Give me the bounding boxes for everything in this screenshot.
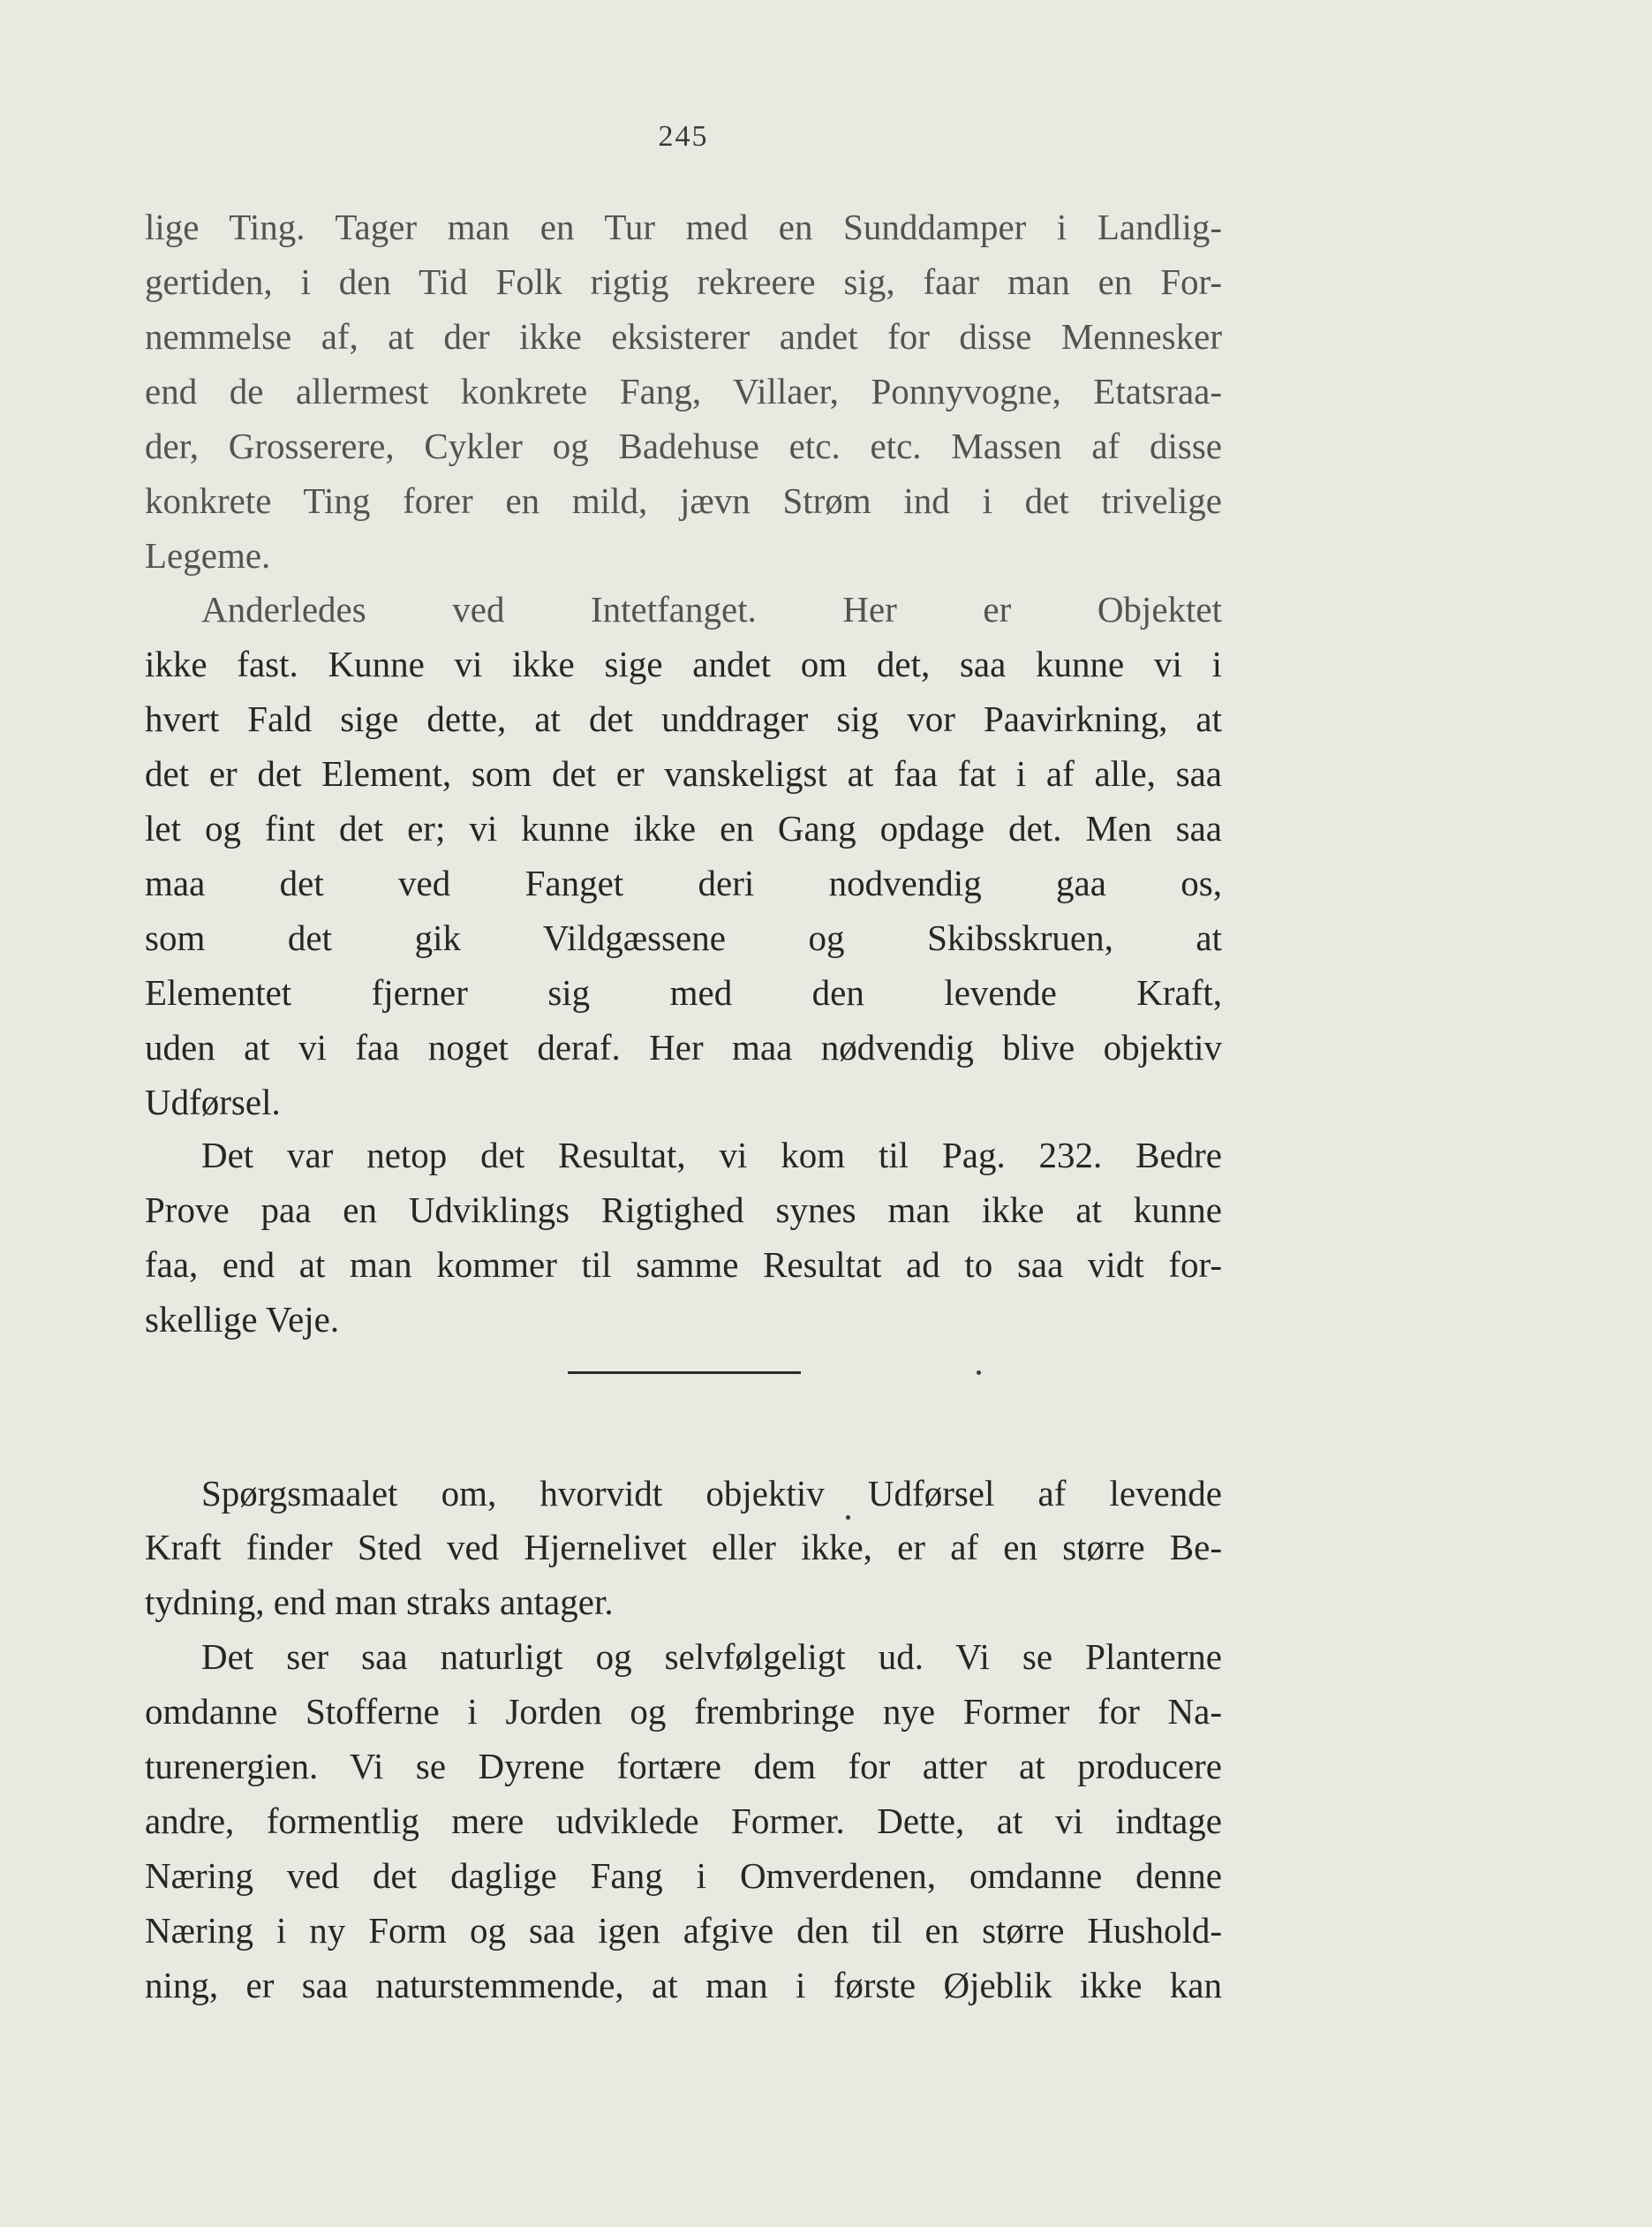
text-line: nemmelse af, at der ikke eksisterer andet for disse Mennesker — [145, 316, 1222, 357]
text-line: Det ser saa naturligt og selvfølgeligt ud. Vi se Planterne — [201, 1636, 1222, 1677]
page-number: 245 — [658, 120, 709, 153]
text-line: turenergien. Vi se Dyrene fortære dem for atter at producere — [145, 1746, 1222, 1786]
section-divider — [568, 1371, 801, 1374]
text-line: faa, end at man kommer til samme Resultat ad to saa vidt for- — [145, 1244, 1222, 1285]
text-line: konkrete Ting forer en mild, jævn Strøm ind i det trivelige — [145, 480, 1222, 521]
text-line: Kraft finder Sted ved Hjernelivet eller ikke, er af en større Be- — [145, 1527, 1222, 1567]
text-line: maa det ved Fanget deri nodvendig gaa os, — [145, 863, 1222, 903]
text-line: Prove paa en Udviklings Rigtighed synes man ikke at kunne — [145, 1189, 1222, 1230]
text-line: uden at vi faa noget deraf. Her maa nødvendig blive objektiv — [145, 1027, 1222, 1068]
text-line: hvert Fald sige dette, at det unddrager sig vor Paavirkning, at — [145, 698, 1222, 739]
text-line: tydning, end man straks antager. — [145, 1582, 614, 1622]
text-line: andre, formentlig mere udviklede Former. Dette, at vi indtage — [145, 1800, 1222, 1841]
text-line: gertiden, i den Tid Folk rigtig rekreere sig, faar man en For- — [145, 261, 1222, 302]
text-line: Udførsel. — [145, 1082, 281, 1122]
text-line: skellige Veje. — [145, 1299, 340, 1340]
text-line: Elementet fjerner sig med den levende Kraft, — [145, 972, 1222, 1013]
text-line: Legeme. — [145, 535, 271, 576]
text-line: som det gik Vildgæssene og Skibsskruen, at — [145, 917, 1222, 958]
text-line: Næring ved det daglige Fang i Omverdenen, omdanne denne — [145, 1855, 1222, 1896]
text-line: end de allermest konkrete Fang, Villaer, Ponnyvogne, Etatsraa- — [145, 371, 1222, 411]
text-line: ning, er saa naturstemmende, at man i første Øjeblik ikke kan — [145, 1965, 1222, 2005]
text-line: omdanne Stofferne i Jorden og frembringe nye Former for Na- — [145, 1691, 1222, 1732]
text-line: Spørgsmaalet om, hvorvidt objektiv Udførsel af levende — [201, 1473, 1222, 1514]
text-line: let og fint det er; vi kunne ikke en Gang opdage det. Men saa — [145, 808, 1222, 849]
stray-dot — [977, 1370, 981, 1375]
text-line: der, Grosserere, Cykler og Badehuse etc. etc. Massen af disse — [145, 426, 1222, 466]
text-line: Det var netop det Resultat, vi kom til Pag. 232. Bedre — [201, 1135, 1222, 1175]
text-line: det er det Element, som det er vanskeligst at faa fat i af alle, saa — [145, 753, 1222, 794]
text-line: ikke fast. Kunne vi ikke sige andet om det, saa kunne vi i — [145, 644, 1222, 684]
text-line: Næring i ny Form og saa igen afgive den til en større Hushold- — [145, 1910, 1222, 1951]
text-line: lige Ting. Tager man en Tur med en Sunddamper i Landlig- — [145, 207, 1222, 247]
text-line: Anderledes ved Intetfanget. Her er Objektet — [201, 589, 1222, 630]
